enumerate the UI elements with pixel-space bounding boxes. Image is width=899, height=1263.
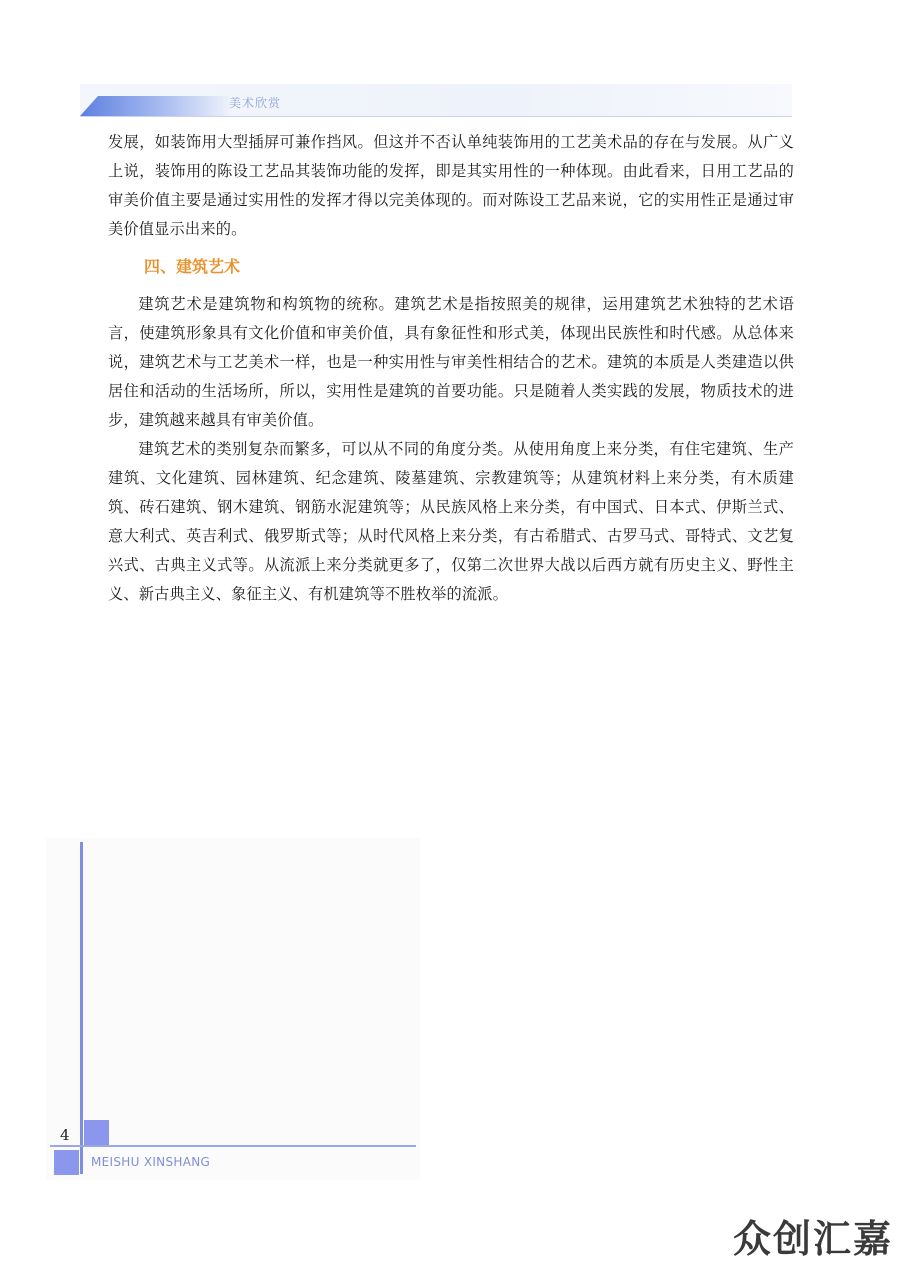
footer-caption: MEISHU XINSHANG (91, 1155, 211, 1169)
text-block-top (108, 128, 794, 244)
text-block-section (108, 290, 794, 609)
footer-horizontal-rule (50, 1145, 416, 1147)
section-heading: 四、建筑艺术 (144, 257, 241, 276)
header-wedge-decoration (80, 96, 230, 116)
paragraph-continuation: 发展，如装饰用大型插屏可兼作挡风。但这并不否认单纯装饰用的工艺美术品的存在与发展。从广义上说，装饰用的陈设工艺品其装饰功能的发挥，即是其实用性的一种体现。由此看来，日用工艺品的审美价值主要是通过实用性的发挥才得以完美体现的。而对陈设工艺品来说，它的实用性正是通过审美价值显示出来的。 (108, 133, 794, 238)
watermark-logo: 众创汇嘉 (732, 1217, 893, 1261)
header-title: 美术欣赏 (229, 96, 282, 110)
page-number: 4 (60, 1126, 70, 1144)
footer-square-decoration (84, 1120, 109, 1145)
header-rule (80, 116, 792, 117)
footer-vertical-rule (80, 842, 83, 1174)
footer-square-decoration (54, 1150, 79, 1175)
paragraph: 建筑艺术的类别复杂而繁多，可以从不同的角度分类。从使用角度上来分类，有住宅建筑、生产建筑、文化建筑、园林建筑、纪念建筑、陵墓建筑、宗教建筑等；从建筑材料上来分类，有木质建筑、砖石建筑、钢木建筑、钢筋水泥建筑等；从民族风格上来分类，有中国式、日本式、伊斯兰式、意大利式、英吉利式、俄罗斯式等；从时代风格上来分类，有古希腊式、古罗马式、哥特式、文艺复兴式、古典主义式等。从流派上来分类就更多了，仅第二次世界大战以后西方就有历史主义、野性主义、新古典主义、象征主义、有机建筑等不胜枚举的流派。 (108, 440, 794, 603)
paragraph: 建筑艺术是建筑物和构筑物的统称。建筑艺术是指按照美的规律，运用建筑艺术独特的艺术语言，使建筑形象具有文化价值和审美价值，具有象征性和形式美，体现出民族性和时代感。从总体来说，建筑艺术与工艺美术一样，也是一种实用性与审美性相结合的艺术。建筑的本质是人类建造以供居住和活动的生活场所，所以，实用性是建筑的首要功能。只是随着人类实践的发展，物质技术的进步，建筑越来越具有审美价值。 (108, 295, 794, 429)
